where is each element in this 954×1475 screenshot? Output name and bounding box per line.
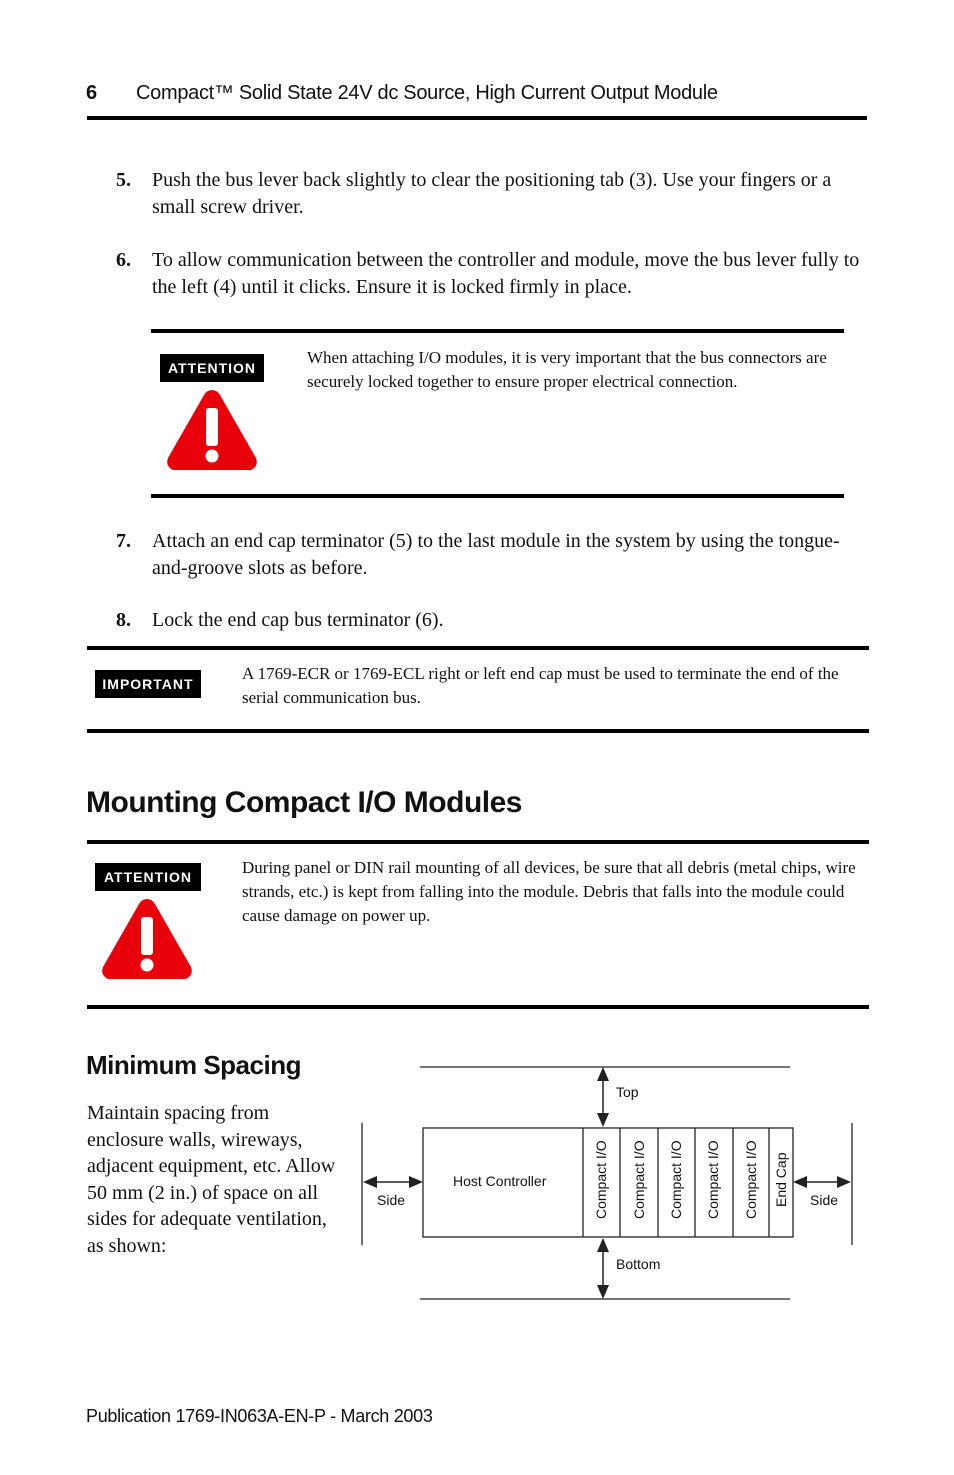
module-label: Compact I/O (705, 1140, 721, 1219)
important-rule-top (87, 646, 869, 650)
step-text: To allow communication between the controller and module, move the bus lever fully to the left (4) until it clicks. Ensure it is locked firmly in place. (152, 249, 860, 298)
host-controller-label: Host Controller (453, 1173, 547, 1189)
important-rule-bottom (87, 729, 869, 733)
module-label: Compact I/O (743, 1140, 759, 1219)
important-text: A 1769-ECR or 1769-ECL right or left end cap must be used to terminate the end of the serial communication bus. (242, 664, 839, 707)
attention-rule-top (151, 329, 844, 333)
right-side-label: Side (810, 1192, 839, 1208)
step-number: 5. (116, 169, 131, 191)
end-cap-label: End Cap (773, 1152, 789, 1207)
page-number: 6 (86, 82, 98, 104)
step-text: Push the bus lever back slightly to clear the positioning tab (3). Use your fingers or a small screw driver. (152, 169, 832, 218)
footer-publication: Publication 1769-IN063A-EN-P - March 2003 (86, 1406, 433, 1426)
module-label: Compact I/O (668, 1140, 684, 1219)
module-label: Compact I/O (593, 1140, 609, 1219)
spacing-paragraph: Maintain spacing from enclosure walls, wireways, adjacent equipment, etc. Allow 50 mm (2 in.) of space on all sides for adequate ventilation, as shown: (87, 1102, 336, 1257)
warning-exclamation-icon (98, 895, 196, 983)
subsection-heading: Minimum Spacing (86, 1050, 301, 1080)
attention-rule-bottom (151, 494, 844, 498)
section-heading: Mounting Compact I/O Modules (86, 786, 522, 819)
attention-rule-top (87, 840, 869, 844)
minimum-spacing-diagram (340, 1055, 880, 1315)
header-rule (87, 116, 867, 120)
attention-label: ATTENTION (160, 354, 264, 382)
attention-text: When attaching I/O modules, it is very important that the bus connectors are securely locked together to ensure proper electrical connection. (307, 348, 827, 391)
important-label: IMPORTANT (95, 670, 201, 698)
step-number: 6. (116, 249, 131, 271)
attention-rule-bottom (87, 1005, 869, 1009)
bottom-label: Bottom (616, 1256, 661, 1272)
module-label: Compact I/O (631, 1140, 647, 1219)
left-side-label: Side (377, 1192, 406, 1208)
attention-text: During panel or DIN rail mounting of all devices, be sure that all debris (metal chips, wire strands, etc.) is kept from falling into the module. Debris that falls into the module could cause damage on power up. (242, 858, 856, 925)
step-text: Lock the end cap bus terminator (6). (152, 609, 444, 631)
top-label: Top (616, 1084, 639, 1100)
step-number: 8. (116, 609, 131, 631)
warning-exclamation-icon (163, 386, 261, 474)
step-text: Attach an end cap terminator (5) to the last module in the system by using the tongue-and-groove slots as before. (152, 530, 840, 579)
attention-label: ATTENTION (95, 863, 201, 891)
document-title: Compact™ Solid State 24V dc Source, High Current Output Module (136, 82, 718, 104)
step-number: 7. (116, 530, 131, 552)
